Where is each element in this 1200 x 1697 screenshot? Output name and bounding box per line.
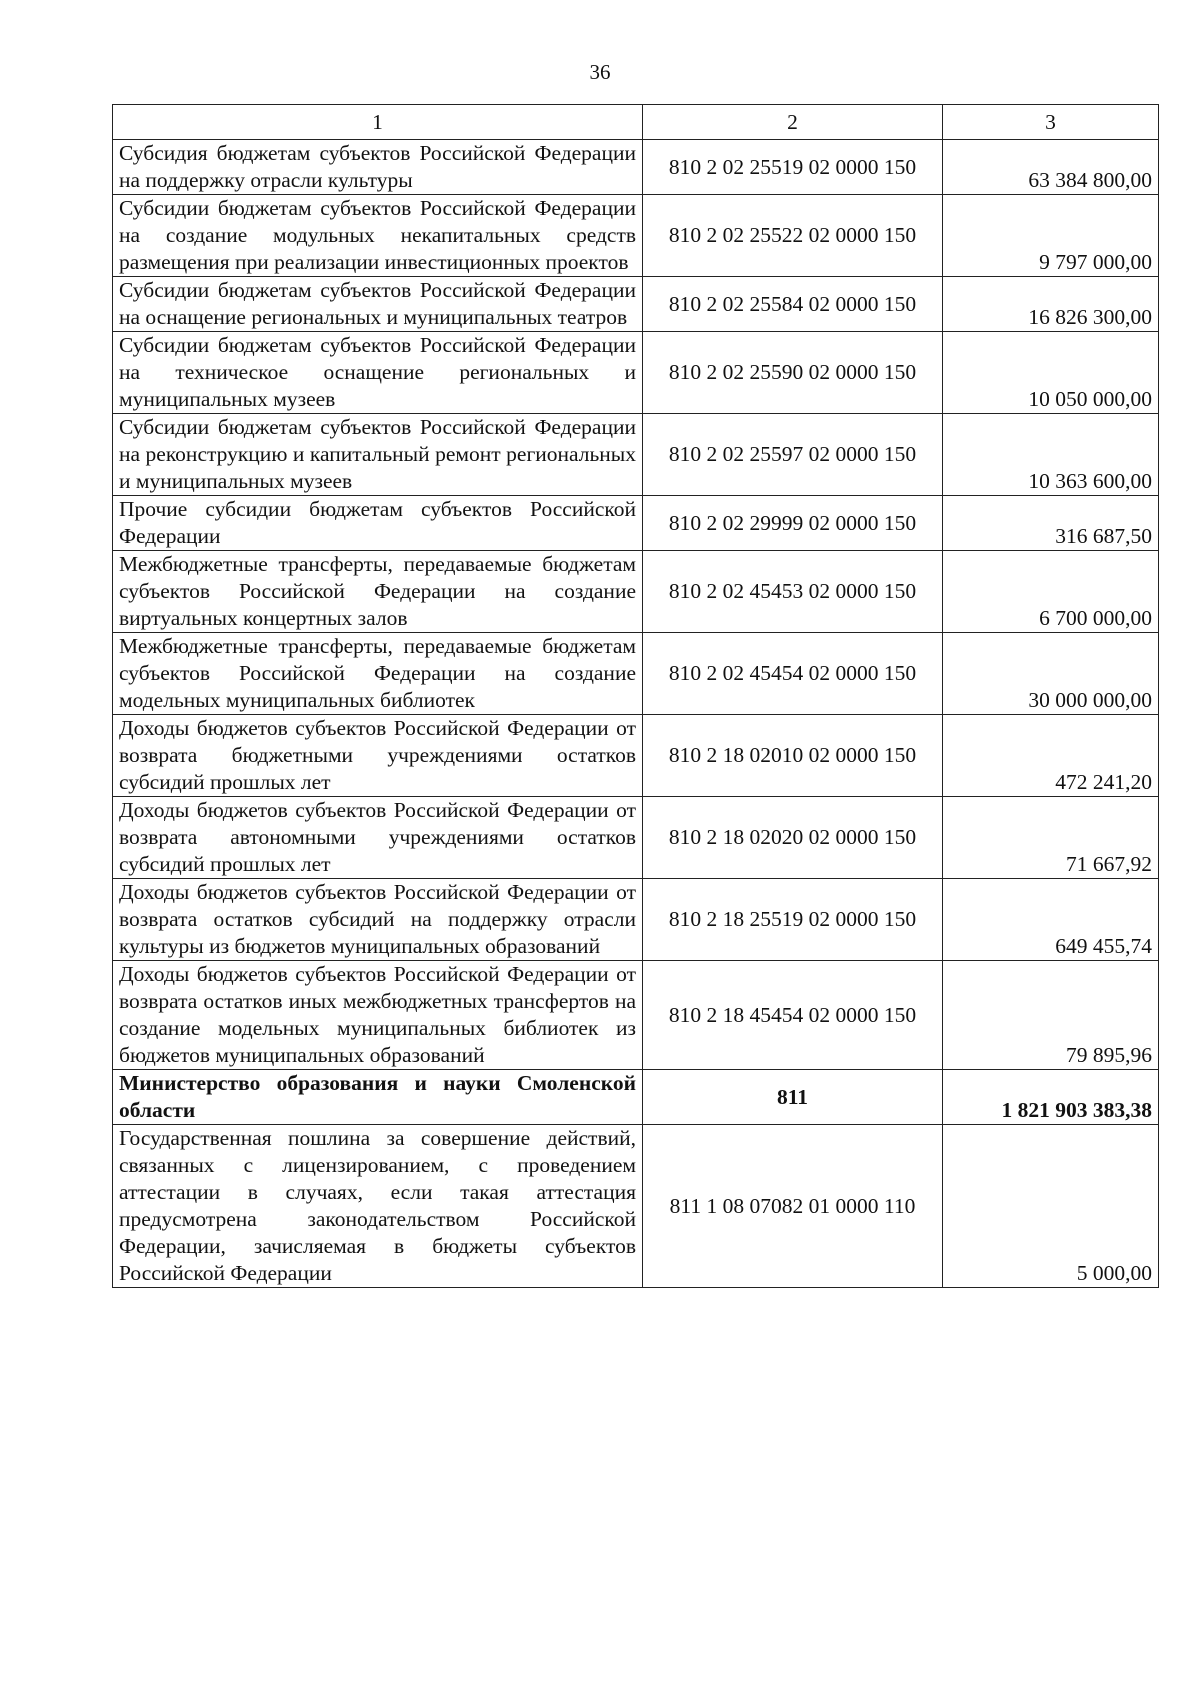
- row-name-cell: Субсидии бюджетам субъектов Российской Федерации на реконструкцию и капитальный ремонт региональных и муниципальных музеев: [113, 414, 643, 496]
- row-code-cell: 810 2 02 25522 02 0000 150: [643, 195, 943, 277]
- row-name-cell: Субсидии бюджетам субъектов Российской Федерации на оснащение региональных и муниципальных театров: [113, 277, 643, 332]
- row-name-cell: Межбюджетные трансферты, передаваемые бюджетам субъектов Российской Федерации на создание виртуальных концертных залов: [113, 551, 643, 633]
- table-row: [113, 332, 1159, 414]
- row-code-cell: 810 2 02 25597 02 0000 150: [643, 414, 943, 496]
- row-code-cell: 810 2 18 02020 02 0000 150: [643, 797, 943, 879]
- row-code-cell: 811: [643, 1070, 943, 1125]
- row-code-cell: 810 2 02 25590 02 0000 150: [643, 332, 943, 414]
- row-amount-cell: 10 363 600,00: [943, 414, 1159, 496]
- table-body: [113, 140, 1159, 1288]
- row-name-cell: Доходы бюджетов субъектов Российской Федерации от возврата остатков иных межбюджетных трансфертов на создание модельных муниципальных библиотек из бюджетов муниципальных образований: [113, 961, 643, 1070]
- row-code-cell: 810 2 02 25584 02 0000 150: [643, 277, 943, 332]
- table-row: [113, 1125, 1159, 1288]
- column-header-3: 3: [943, 105, 1159, 140]
- row-code-cell: 810 2 02 45454 02 0000 150: [643, 633, 943, 715]
- row-code-cell: 810 2 18 45454 02 0000 150: [643, 961, 943, 1070]
- table-row: [113, 140, 1159, 195]
- row-code-cell: 810 2 02 29999 02 0000 150: [643, 496, 943, 551]
- row-name-cell: Доходы бюджетов субъектов Российской Федерации от возврата автономными учреждениями остатков субсидий прошлых лет: [113, 797, 643, 879]
- page-number: 36: [589, 60, 611, 84]
- table-row: [113, 715, 1159, 797]
- row-name-cell: Субсидия бюджетам субъектов Российской Федерации на поддержку отрасли культуры: [113, 140, 643, 195]
- row-name-cell: Межбюджетные трансферты, передаваемые бюджетам субъектов Российской Федерации на создание модельных муниципальных библиотек: [113, 633, 643, 715]
- row-amount-cell: 10 050 000,00: [943, 332, 1159, 414]
- row-amount-cell: 1 821 903 383,38: [943, 1070, 1159, 1125]
- row-name-cell: Государственная пошлина за совершение действий, связанных с лицензированием, с проведением аттестации в случаях, если такая аттестация предусмотрена законодательством Российской Федерации, зачисляемая в бюджеты субъектов Российской Федерации: [113, 1125, 643, 1288]
- table-row: [113, 414, 1159, 496]
- table-row: [113, 551, 1159, 633]
- row-name-cell: Прочие субсидии бюджетам субъектов Российской Федерации: [113, 496, 643, 551]
- row-amount-cell: 63 384 800,00: [943, 140, 1159, 195]
- revenue-table: [112, 104, 1159, 1288]
- header-row: [113, 105, 1159, 140]
- table-row: [113, 496, 1159, 551]
- row-name-cell: Доходы бюджетов субъектов Российской Федерации от возврата остатков субсидий на поддержку отрасли культуры из бюджетов муниципальных образований: [113, 879, 643, 961]
- table-row: [113, 961, 1159, 1070]
- row-name-cell: Министерство образования и науки Смоленской области: [113, 1070, 643, 1125]
- row-amount-cell: 9 797 000,00: [943, 195, 1159, 277]
- row-name-cell: Субсидии бюджетам субъектов Российской Федерации на техническое оснащение региональных и муниципальных музеев: [113, 332, 643, 414]
- row-code-cell: 810 2 18 02010 02 0000 150: [643, 715, 943, 797]
- table-row: [113, 1070, 1159, 1125]
- row-amount-cell: 6 700 000,00: [943, 551, 1159, 633]
- row-amount-cell: 71 667,92: [943, 797, 1159, 879]
- table-row: [113, 633, 1159, 715]
- table-row: [113, 277, 1159, 332]
- row-amount-cell: 649 455,74: [943, 879, 1159, 961]
- row-amount-cell: 5 000,00: [943, 1125, 1159, 1288]
- table-row: [113, 195, 1159, 277]
- row-amount-cell: 316 687,50: [943, 496, 1159, 551]
- row-code-cell: 810 2 02 25519 02 0000 150: [643, 140, 943, 195]
- row-code-cell: 811 1 08 07082 01 0000 110: [643, 1125, 943, 1288]
- row-amount-cell: 79 895,96: [943, 961, 1159, 1070]
- column-header-2: 2: [643, 105, 943, 140]
- row-amount-cell: 472 241,20: [943, 715, 1159, 797]
- row-amount-cell: 16 826 300,00: [943, 277, 1159, 332]
- row-name-cell: Доходы бюджетов субъектов Российской Федерации от возврата бюджетными учреждениями остатков субсидий прошлых лет: [113, 715, 643, 797]
- row-amount-cell: 30 000 000,00: [943, 633, 1159, 715]
- table-row: [113, 879, 1159, 961]
- row-code-cell: 810 2 02 45453 02 0000 150: [643, 551, 943, 633]
- row-code-cell: 810 2 18 25519 02 0000 150: [643, 879, 943, 961]
- row-name-cell: Субсидии бюджетам субъектов Российской Федерации на создание модульных некапитальных средств размещения при реализации инвестиционных проектов: [113, 195, 643, 277]
- table-row: [113, 797, 1159, 879]
- column-header-1: 1: [113, 105, 643, 140]
